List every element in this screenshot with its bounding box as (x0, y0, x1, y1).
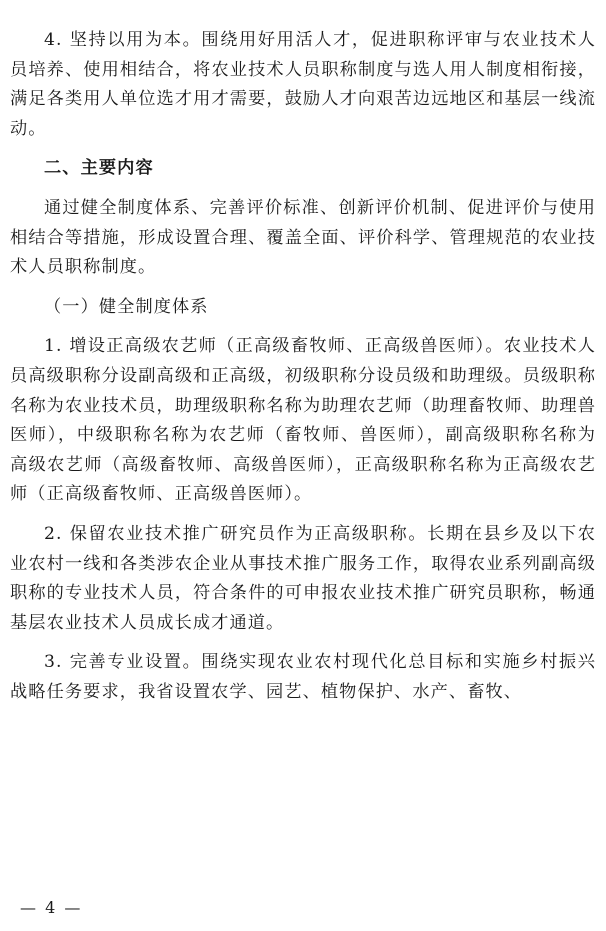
paragraph-gap (10, 283, 596, 293)
paragraph-item-2: 2. 保留农业技术推广研究员作为正高级职称。长期在县乡及以下农业农村一线和各类涉农企业从事技术推广服务工作，取得农业系列副高级职称的专业技术人员，符合条件的可申报农业技术推广研究员职称，畅通基层农业技术人员成长成才通道。 (10, 523, 596, 633)
paragraph-item-3: 3. 完善专业设置。围绕实现农业农村现代化总目标和实施乡村振兴战略任务要求，我省设置农学、园艺、植物保护、水产、畜牧、 (10, 652, 596, 702)
paragraph-gap (10, 184, 596, 194)
document-body (10, 26, 596, 707)
page-number: — 4 — (20, 898, 83, 917)
section-heading-main-content: 二、主要内容 (44, 158, 154, 179)
paragraph-gap (10, 638, 596, 648)
subsection-heading-system: （一）健全制度体系 (44, 296, 209, 317)
paragraph-gap (10, 322, 596, 332)
paragraph-gap (10, 510, 596, 520)
paragraph-intro: 通过健全制度体系、完善评价标准、创新评价机制、促进评价与使用相结合等措施，形成设置合理、覆盖全面、评价科学、管理规范的农业技术人员职称制度。 (10, 197, 596, 278)
paragraph-gap (10, 144, 596, 154)
paragraph-item-1: 1. 增设正高级农艺师（正高级畜牧师、正高级兽医师）。农业技术人员高级职称分设副高级和正高级，初级职称分设员级和助理级。员级职称名称为农业技术员，助理级职称名称为助理农艺师（助理畜牧师、助理兽医师），中级职称名称为农艺师（畜牧师、兽医师），副高级职称名称为高级农艺师（高级畜牧师、高级兽医师），正高级职称名称为正高级农艺师（正高级畜牧师、正高级兽医师）。 (10, 336, 596, 505)
paragraph-principle-4: 4. 坚持以用为本。围绕用好用活人才，促进职称评审与农业技术人员培养、使用相结合，将农业技术人员职称制度与选人用人制度相衔接，满足各类用人单位选才用才需要，鼓励人才向艰苦边远地区和基层一线流动。 (10, 30, 596, 139)
